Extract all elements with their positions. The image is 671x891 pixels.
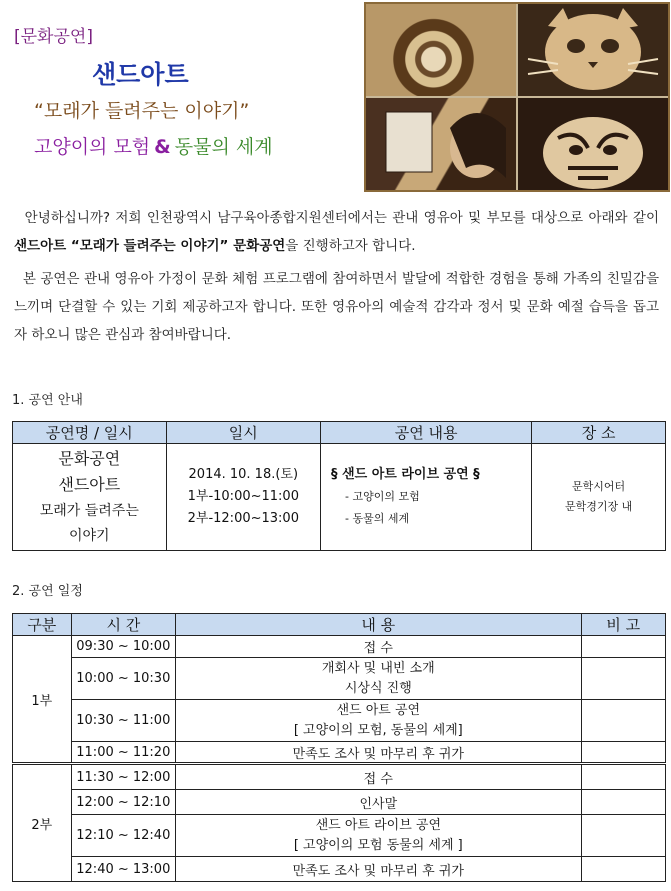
table-row: [13, 658, 666, 700]
content-line: [ 고양이의 모험, 동물의 세계]: [293, 722, 463, 738]
content-cell: [176, 636, 582, 658]
date-line: 1부-10:00~11:00: [187, 489, 299, 504]
col-header: 일시: [166, 422, 320, 444]
note-cell: [581, 658, 665, 700]
col-header: 구분: [13, 614, 72, 636]
cat-face-icon: [518, 4, 668, 96]
intro-paragraph-1: [14, 204, 659, 260]
performance-content-cell: [321, 444, 532, 551]
content-cell: [176, 658, 582, 700]
intro-text-bold: 샌드아트 “모래가 들려주는 이야기” 문화공연: [14, 238, 286, 254]
content-cell: [176, 815, 582, 857]
content-line: 접 수: [363, 771, 393, 787]
table-row: [13, 742, 666, 764]
col-header: 내 용: [176, 614, 582, 636]
time-cell: 09:30 ~ 10:00: [71, 636, 175, 658]
note-cell: [581, 857, 665, 882]
tiger-face-icon: [518, 98, 668, 190]
content-cell: [176, 742, 582, 764]
schedule-table: [12, 613, 666, 882]
note-cell: [581, 764, 665, 790]
note-cell: [581, 815, 665, 857]
content-line: 개회사 및 내빈 소개: [321, 660, 435, 676]
content-cell: [176, 700, 582, 742]
performance-date-cell: [166, 444, 320, 551]
content-line: 만족도 조사 및 마무리 후 귀가: [292, 863, 464, 879]
content-line: [ 고양이의 모험 동물의 세계 ]: [293, 837, 463, 853]
col-header: 공연명 / 일시: [13, 422, 167, 444]
content-cell: [176, 764, 582, 790]
time-cell: 11:30 ~ 12:00: [71, 764, 175, 790]
table-row: [13, 700, 666, 742]
category-tag: [문화공연]: [14, 27, 93, 47]
intro-text-b: 을 진행하고자 합니다.: [285, 238, 416, 254]
time-cell: 12:10 ~ 12:40: [71, 815, 175, 857]
event-subtitle: “모래가 들려주는 이야기”: [34, 100, 250, 122]
intro-text-2: 본 공연은 관내 영유아 가정이 문화 체험 프로그램에 참여하면서 발달에 적합한 경험을 통해 가족의 친밀감을 느끼며 단결할 수 있는 기회 제공하고자 합니다. 또한 영유아의 예술적 감각과 정서 및 문화 예절 습득을 돕고자 하오니 많은 관심과 참여바랍니다.: [14, 271, 659, 343]
event-title: 샌드아트: [92, 60, 189, 89]
content-line: 샌드 아트 공연: [336, 702, 421, 718]
time-cell: 12:00 ~ 12:10: [71, 790, 175, 815]
content-line: 샌드 아트 라이브 공연: [315, 817, 441, 833]
photo-panel-spiral: [366, 4, 516, 96]
sleeping-figure-icon: [366, 98, 516, 190]
content-item: - 동물의 세계: [345, 512, 410, 525]
name-line: 모래가 들려주는: [39, 503, 139, 519]
note-cell: [581, 636, 665, 658]
event-theme: [34, 132, 273, 159]
col-header: 시 간: [71, 614, 175, 636]
time-cell: 10:30 ~ 11:00: [71, 700, 175, 742]
performance-name-cell: [13, 444, 167, 551]
photo-panel-woman: [366, 98, 516, 190]
performance-place-cell: [532, 444, 666, 551]
place-line: 문학경기장 내: [564, 500, 633, 513]
note-cell: [581, 790, 665, 815]
col-header: 비 고: [581, 614, 665, 636]
photo-panel-tiger: [518, 98, 668, 190]
content-title: § 샌드 아트 라이브 공연 §: [331, 467, 480, 482]
sand-art-photo: [364, 2, 670, 192]
theme-part1: 고양이의 모험: [34, 136, 151, 158]
note-cell: [581, 700, 665, 742]
content-cell: [176, 790, 582, 815]
photo-panel-cat: [518, 4, 668, 96]
theme-ampersand: &: [154, 136, 171, 158]
content-line: 만족도 조사 및 마무리 후 귀가: [292, 746, 464, 762]
col-header: 공연 내용: [321, 422, 532, 444]
content-line: 인사말: [359, 796, 398, 812]
content-item: - 고양이의 모험: [345, 490, 420, 503]
date-line: 2014. 10. 18.(토): [188, 467, 299, 482]
name-line: 문화공연: [58, 449, 121, 468]
intro-paragraph-2: [14, 265, 659, 349]
name-line: 이야기: [68, 528, 110, 544]
name-line: 샌드아트: [58, 475, 121, 494]
section1-heading: 1. 공연 안내: [12, 393, 83, 408]
table-row: [13, 857, 666, 882]
note-cell: [581, 742, 665, 764]
time-cell: 11:00 ~ 11:20: [71, 742, 175, 764]
col-header: 장 소: [532, 422, 666, 444]
date-line: 2부-12:00~13:00: [187, 511, 299, 526]
content-line: 접 수: [363, 641, 393, 656]
place-line: 문학시어터: [572, 480, 626, 493]
table-row: [13, 790, 666, 815]
section2-heading: 2. 공연 일정: [12, 584, 83, 599]
content-cell: [176, 857, 582, 882]
intro-text-a: 안녕하십니까? 저희 인천광역시 남구육아종합지원센터에서는 관내 영유아 및 부모를 대상으로 아래와 같이: [24, 210, 659, 226]
table-row: [13, 815, 666, 857]
table-row: [13, 636, 666, 658]
table-row: [13, 764, 666, 790]
part-label: 1부: [13, 636, 72, 764]
theme-part2: 동물의 세계: [174, 136, 273, 158]
time-cell: 12:40 ~ 13:00: [71, 857, 175, 882]
time-cell: 10:00 ~ 10:30: [71, 658, 175, 700]
content-line: 시상식 진행: [344, 680, 412, 696]
performance-info-table: [12, 421, 666, 551]
part-label: 2부: [13, 764, 72, 882]
